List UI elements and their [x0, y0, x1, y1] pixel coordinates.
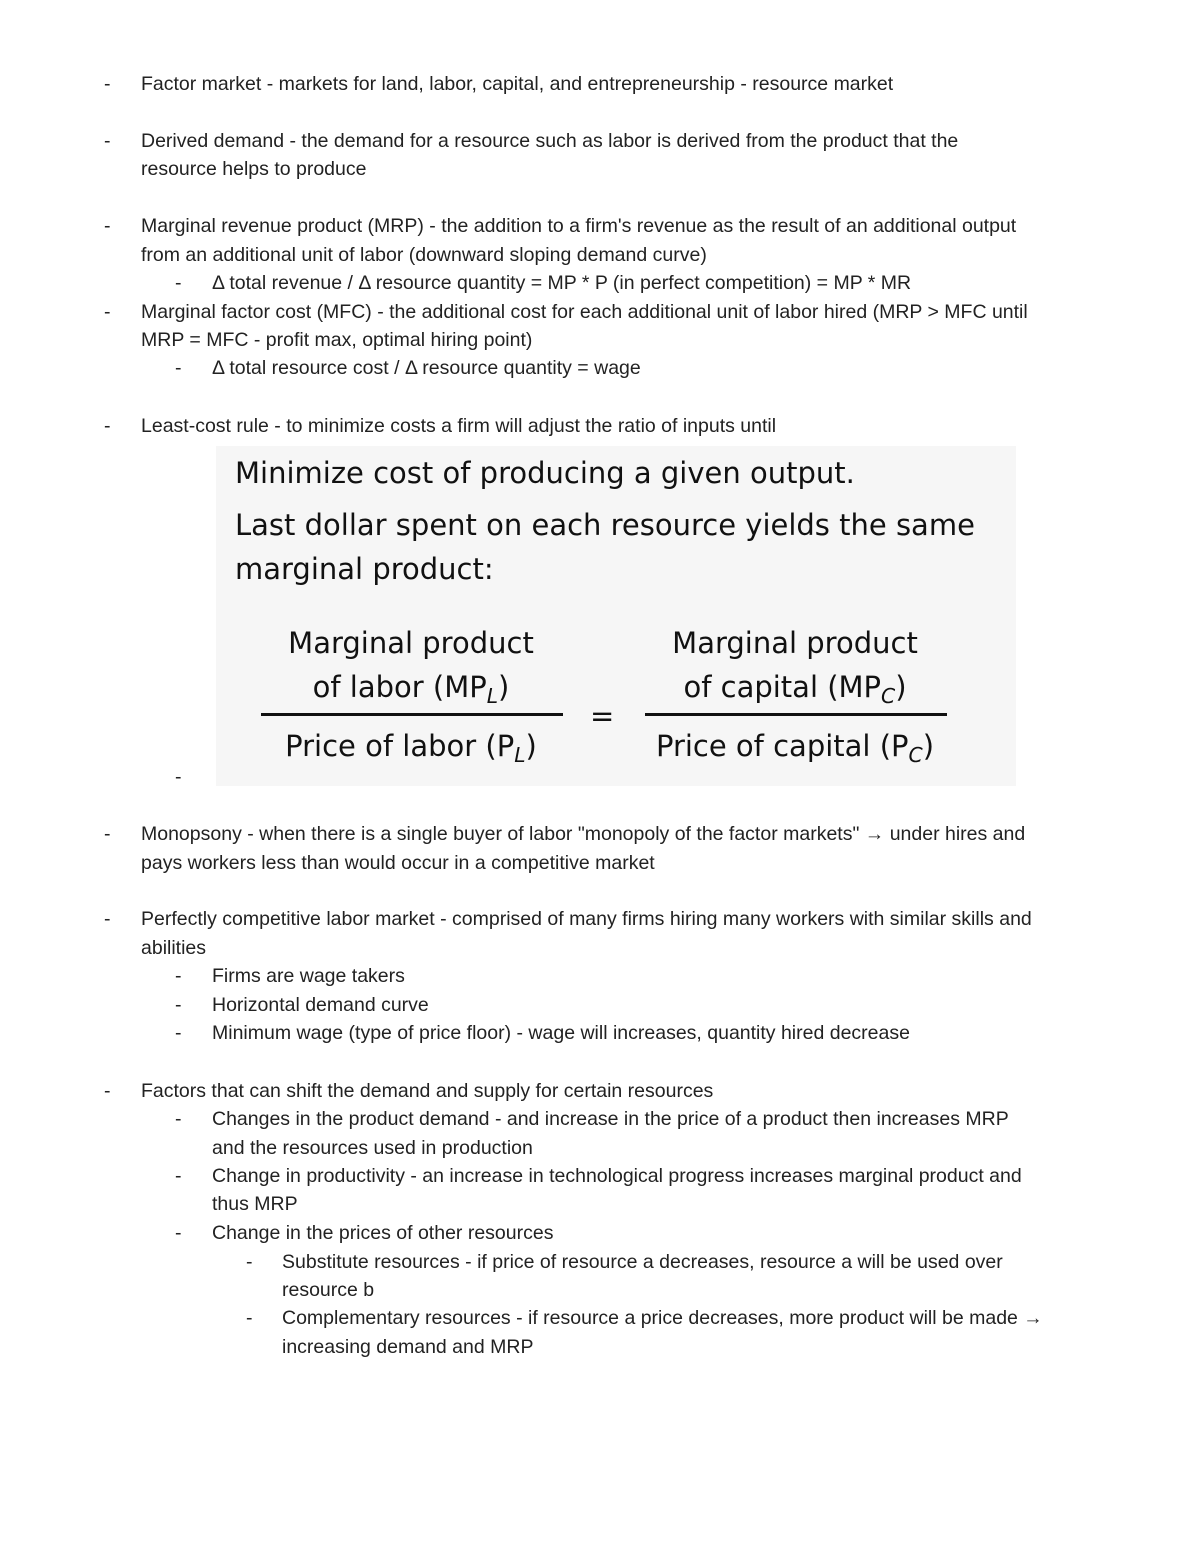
sub-bullet-dash: - [175, 1222, 182, 1244]
bullet-dash: - [104, 1080, 111, 1102]
sub-bullet-dash: - [175, 766, 182, 788]
mfc-text: Marginal factor cost (MFC) - the additional cost for each additional unit of labor hired (MRP > MFC until [141, 301, 1028, 323]
shift-sub-item-3: Change in the prices of other resources [212, 1222, 554, 1244]
pc-sub-item-3: Minimum wage (type of price floor) - wage will increases, quantity hired decrease [212, 1022, 910, 1044]
pc-sub-item-2: Horizontal demand curve [212, 994, 429, 1016]
sub-bullet-dash: - [175, 965, 182, 987]
pc-labor-text-cont: abilities [141, 937, 207, 959]
right-fraction-bar [645, 713, 947, 716]
bullet-dash: - [104, 130, 111, 152]
derived-demand-text: Derived demand - the demand for a resource such as labor is derived from the product that the [141, 130, 959, 152]
least-cost-text: Least-cost rule - to minimize costs a firm will adjust the ratio of inputs until [141, 415, 777, 437]
bullet-dash: - [104, 823, 111, 845]
bullet-dash: - [104, 908, 111, 930]
mfc-text-cont: MRP = MFC - profit max, optimal hiring point) [141, 329, 533, 351]
substitute-resources-text: Substitute resources - if price of resource a decreases, resource a will be used over [282, 1251, 1003, 1273]
figure-line-1: Minimize cost of producing a given output. [235, 456, 855, 490]
left-fraction-bar [261, 713, 563, 716]
mrp-text: Marginal revenue product (MRP) - the addition to a firm's revenue as the result of an additional output [141, 215, 1017, 237]
bullet-dash: - [104, 301, 111, 323]
pc-sub-item-1: Firms are wage takers [212, 965, 405, 987]
mrp-text-cont: from an additional unit of labor (downward sloping demand curve) [141, 244, 707, 266]
sub-bullet-dash: - [175, 1022, 182, 1044]
bullet-dash: - [104, 73, 111, 95]
shift-sub-item-2: Change in productivity - an increase in technological progress increases marginal product and [212, 1165, 1022, 1187]
left-denominator: Price of labor $(P_L)$ [285, 729, 537, 768]
derived-demand-text-cont: resource helps to produce [141, 158, 367, 180]
complementary-resources-text: Complementary resources - if resource a price decreases, more product will be made → [282, 1307, 1043, 1329]
shift-factors-text: Factors that can shift the demand and supply for certain resources [141, 1080, 714, 1102]
left-numerator-line-1: Marginal product [288, 626, 534, 660]
figure-line-3: marginal product: [235, 552, 494, 586]
right-numerator-line-1: Marginal product [672, 626, 918, 660]
mrp-formula: Δ total revenue / Δ resource quantity = MP * P (in perfect competition) = MP * MR [212, 272, 912, 294]
sub-sub-bullet-dash: - [246, 1307, 253, 1329]
monopsony-text-cont: pays workers less than would occur in a competitive market [141, 852, 655, 874]
least-cost-rule-figure [216, 446, 1016, 786]
sub-bullet-dash: - [175, 994, 182, 1016]
mfc-formula: Δ total resource cost / Δ resource quantity = wage [212, 357, 641, 379]
monopsony-text: Monopsony - when there is a single buyer of labor "monopoly of the factor markets" → under hires and [141, 823, 1026, 845]
sub-bullet-dash: - [175, 272, 182, 294]
sub-sub-bullet-dash: - [246, 1251, 253, 1273]
bullet-dash: - [104, 415, 111, 437]
sub-bullet-dash: - [175, 357, 182, 379]
sub-bullet-dash: - [175, 1165, 182, 1187]
factor-market-text: Factor market - markets for land, labor, capital, and entrepreneurship - resource market [141, 73, 894, 95]
left-numerator-line-2: of labor $(MP_L)$ [312, 670, 510, 709]
sub-bullet-dash: - [175, 1108, 182, 1130]
complementary-resources-text-cont: increasing demand and MRP [282, 1336, 534, 1358]
pc-labor-text: Perfectly competitive labor market - comprised of many firms hiring many workers with similar skills and [141, 908, 1032, 930]
shift-sub-item-2-cont: thus MRP [212, 1193, 298, 1215]
equals-sign: = [590, 699, 615, 733]
right-numerator-line-2: of capital $(MP_C)$ [683, 670, 907, 709]
shift-sub-item-1: Changes in the product demand - and increase in the price of a product then increases MRP [212, 1108, 1009, 1130]
shift-sub-item-1-cont: and the resources used in production [212, 1137, 533, 1159]
bullet-dash: - [104, 215, 111, 237]
figure-line-2: Last dollar spent on each resource yields the same [235, 508, 975, 542]
right-denominator: Price of capital $(P_C)$ [655, 729, 935, 768]
substitute-resources-text-cont: resource b [282, 1279, 375, 1301]
